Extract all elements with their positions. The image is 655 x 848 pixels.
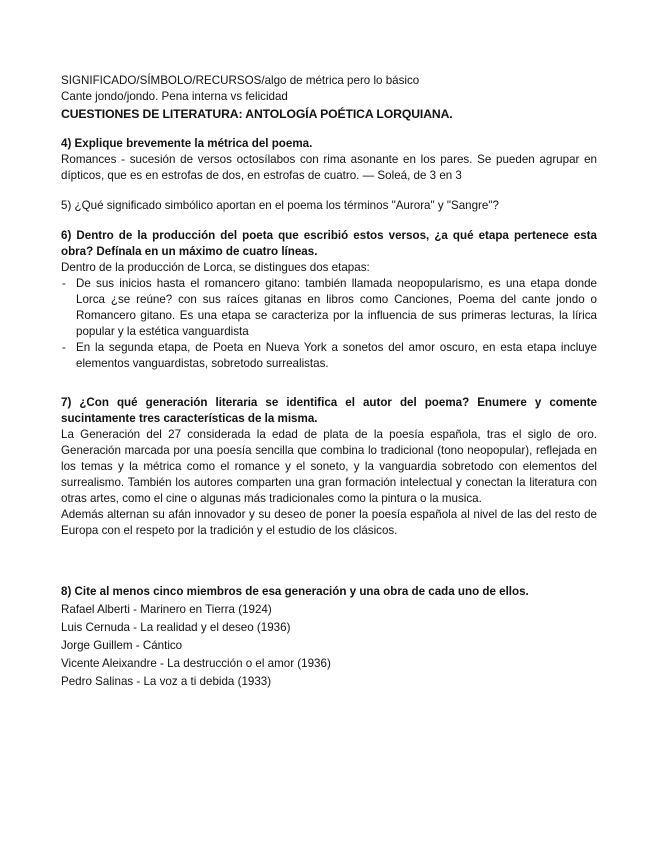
list-item: Luis Cernuda - La realidad y el deseo (1936) (61, 621, 291, 634)
question-6: 6) Dentro de la producción del poeta que escribió estos versos, ¿a qué etapa pertenece esta obra? Defínala en un máximo de cuatro líneas. (61, 229, 597, 258)
question-8: 8) Cite al menos cinco miembros de esa generación y una obra de cada uno de ellos. (61, 585, 529, 598)
header-note-2: Cante jondo/jondo. Pena interna vs felicidad (61, 90, 288, 103)
list-item: Jorge Guillem - Cántico (61, 639, 183, 652)
answer-7-paragraph-1: La Generación del 27 considerada la edad de plata de la poesía española, tras el siglo de oro. Generación marcada por una poesía sencilla que combina lo tradicional (tono neopopular), reflejada en los temas y la métrica como el romance y el soneto, y la vanguardia sobretodo con elementos del surrealismo. También los autores comparten una gran formación intelectual y conectan la literatura con otras artes, como el cine o algunas más tradicionales como la pintura o la musica. (61, 428, 597, 505)
stages-list (61, 276, 597, 372)
question-6-section (61, 228, 597, 372)
list-item: - De sus inicios hasta el romancero gitano: también llamada neopopularismo, es una etapa donde Lorca ¿se reúne? con sus raíces gitanas en libros como Canciones, Poema del cante jondo o Romancero gitano. Es una etapa se caracteriza por la influencia de sus primeras lecturas, la lírica popular y la estética vanguardista (61, 276, 597, 340)
question-4-section (61, 136, 597, 184)
list-item: Vicente Aleixandre - La destrucción o el amor (1936) (61, 657, 331, 670)
answer-7-paragraph-2: Además alternan su afán innovador y su deseo de poner la poesía española al nivel de las del resto de Europa con el respeto por la tradición y el estudio de los clásicos. (61, 508, 597, 537)
question-5: 5) ¿Qué significado simbólico aportan en el poema los términos "Aurora" y "Sangre"? (61, 199, 499, 212)
question-5-section (61, 198, 597, 214)
question-7: 7) ¿Con qué generación literaria se identifica el autor del poema? Enumere y comente sucintamente tres características de la misma. (61, 396, 597, 425)
answer-6-intro: Dentro de la producción de Lorca, se distingues dos etapas: (61, 261, 370, 274)
list-item: Pedro Salinas - La voz a ti debida (1933) (61, 675, 272, 688)
answer-4: Romances - sucesión de versos octosílabos con rima asonante en los pares. Se pueden agrupar en dípticos, que es en estrofas de dos, en estrofas de cuatro. — Soleá, de 3 en 3 (61, 153, 597, 182)
question-7-section (61, 395, 597, 539)
list-item: Rafael Alberti - Marinero en Tierra (1924) (61, 603, 272, 616)
header-note-1: SIGNIFICADO/SÍMBOLO/RECURSOS/algo de métrica pero lo básico (61, 74, 420, 87)
question-8-section (61, 583, 597, 691)
document-title: CUESTIONES DE LITERATURA: ANTOLOGÍA POÉTICA LORQUIANA. (61, 107, 453, 121)
question-4: 4) Explique brevemente la métrica del poema. (61, 137, 313, 150)
list-item: - En la segunda etapa, de Poeta en Nueva York a sonetos del amor oscuro, en esta etapa incluye elementos vanguardistas, sobretodo surrealistas. (61, 340, 597, 372)
